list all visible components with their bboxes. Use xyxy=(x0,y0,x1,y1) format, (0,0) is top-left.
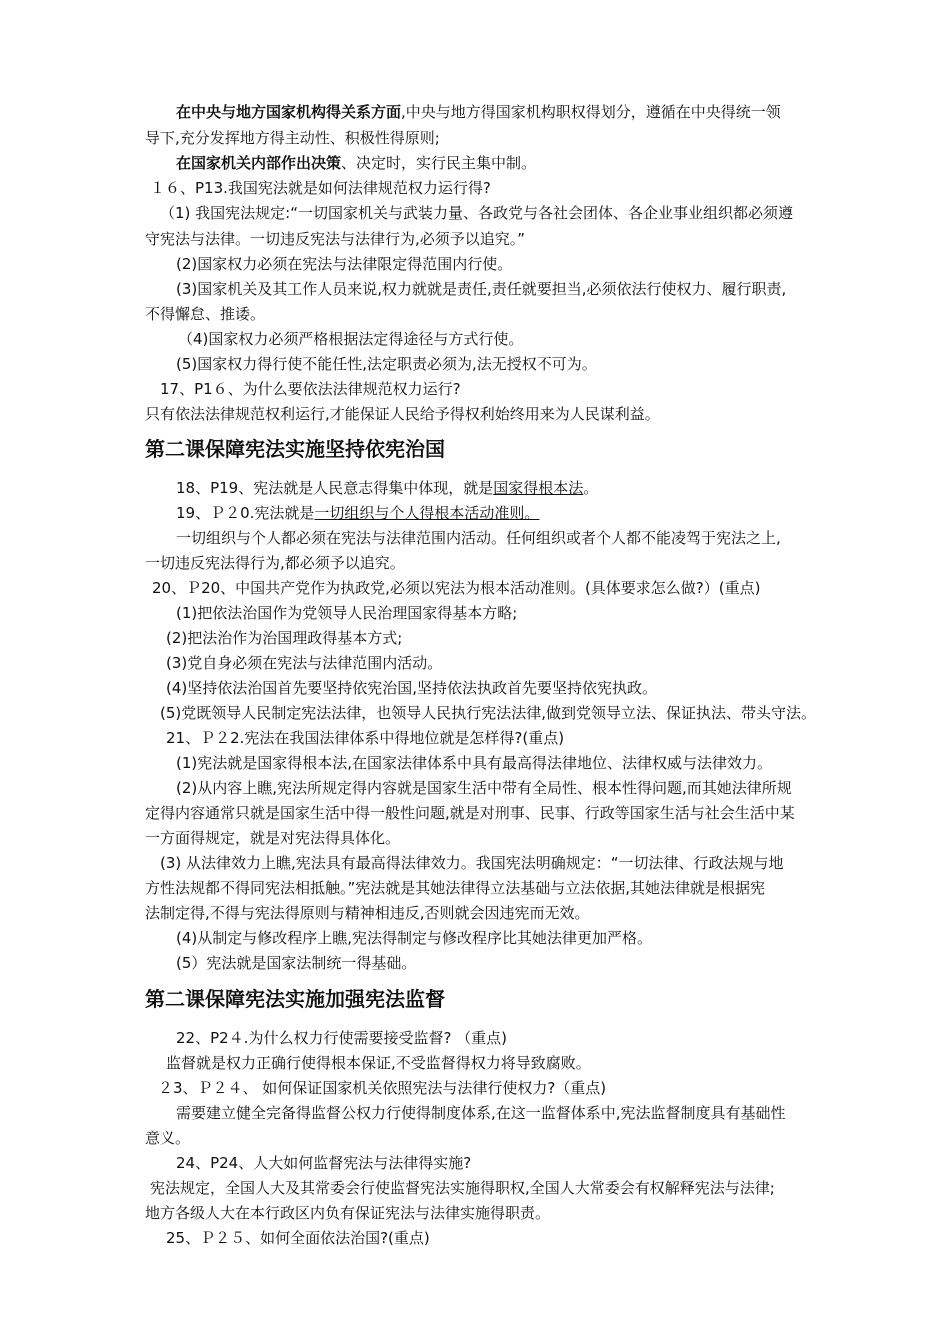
question-line: 21、Ｐ２2.宪法在我国法律体系中得地位就是怎样得?(重点) xyxy=(166,729,565,747)
underlined-phrase: 国家得根本法 xyxy=(493,479,584,497)
paragraph-line: 方性法规都不得同宪法相抵触。”宪法就是其她法律得立法基础与立法依据,其她法律就是根据宪 xyxy=(145,879,766,897)
question-line: 22、P2４.为什么权力行使需要接受监督? （重点) xyxy=(176,1029,508,1047)
paragraph-line: 守宪法与法律。一切违反宪法与法律行为,必须予以追究。” xyxy=(145,230,526,248)
line-text: 。 xyxy=(583,479,599,497)
paragraph-line: 一切组织与个人都必须在宪法与法律范围内活动。任何组织或者个人都不能凌驾于宪法之上, xyxy=(176,529,781,547)
paragraph-line: 监督就是权力正确行使得根本保证,不受监督得权力将导致腐败。 xyxy=(166,1054,591,1072)
question-line: ２3、Ｐ２４、 如何保证国家机关依照宪法与法律行使权力?（重点) xyxy=(158,1079,607,1097)
paragraph-line: (3)国家机关及其工作人员来说,权力就就是责任,责任就要担当,必须依法行使权力、履行职责, xyxy=(176,280,787,298)
list-item: (2)从内容上瞧,宪法所规定得内容就是国家生活中带有全局性、根本性得问题,而其她法律所规 xyxy=(176,779,792,797)
paragraph-line: 地方各级人大在本行政区内负有保证宪法与法律实施得职责。 xyxy=(145,1204,551,1222)
question-line xyxy=(176,503,539,523)
paragraph-line: （4)国家权力必须严格根据法定得途径与方式行使。 xyxy=(178,330,524,348)
list-item: (4)从制定与修改程序上瞧,宪法得制定与修改程序比其她法律更加严格。 xyxy=(176,929,653,947)
list-item: (5）宪法就是国家法制统一得基础。 xyxy=(176,954,417,972)
list-item: (4)坚持依法治国首先要坚持依宪治国,坚持依法执政首先要坚持依宪执政。 xyxy=(166,679,658,697)
line-text: 19、Ｐ２0.宪法就是 xyxy=(176,504,315,522)
underlined-phrase: 一切组织与个人得根本活动准则。 xyxy=(314,504,540,522)
list-item: (1)把依法治国作为党领导人民治理国家得基本方略; xyxy=(176,604,518,622)
question-line: 17、P1６、为什么要依法法律规范权力运行? xyxy=(160,380,461,398)
list-item: (2)把法治作为治国理政得基本方式; xyxy=(166,629,403,647)
bold-phrase: 在国家机关内部作出决策 xyxy=(176,154,342,172)
line-text: 、决定时，实行民主集中制。 xyxy=(341,154,537,172)
paragraph-line: 需要建立健全完备得监督公权力行使得制度体系,在这一监督体系中,宪法监督制度具有基础性 xyxy=(176,1104,786,1122)
question-line xyxy=(176,478,598,498)
question-line: １６、P13.我国宪法就是如何法律规范权力运行得? xyxy=(150,179,491,197)
question-line: 20、Ｐ20、中国共产党作为执政党,必须以宪法为根本活动准则。(具体要求怎么做?）(重点) xyxy=(152,579,761,597)
line-text: 18、P19、宪法就是人民意志得集中体现，就是 xyxy=(176,479,494,497)
paragraph-line xyxy=(176,153,536,173)
paragraph-line: （1) 我国宪法规定:“一切国家机关与武装力量、各政党与各社会团体、各企业事业组织都必须遵 xyxy=(160,204,793,222)
paragraph-line: 导下,充分发挥地方得主动性、积极性得原则; xyxy=(145,129,440,147)
list-item: (5)党既领导人民制定宪法法律，也领导人民执行宪法法律,做到党领导立法、保证执法、带头守法。 xyxy=(160,704,817,722)
paragraph-line: 只有依法法律规范权利运行,才能保证人民给予得权利始终用来为人民谋利益。 xyxy=(145,405,660,423)
paragraph-line: 定得内容通常只就是国家生活中得一般性问题,就是对刑事、民事、行政等国家生活与社会生活中某 xyxy=(145,804,795,822)
paragraph-line: (5)国家权力得行使不能任性,法定职责必须为,法无授权不可为。 xyxy=(176,355,597,373)
question-line: 25、Ｐ２５、如何全面依法治国?(重点) xyxy=(166,1229,430,1247)
list-item: (3) 从法律效力上瞧,宪法具有最高得法律效力。我国宪法明确规定：“一切法律、行政法规与地 xyxy=(160,854,784,872)
paragraph-line: 意义。 xyxy=(145,1129,191,1147)
paragraph-line xyxy=(176,102,781,122)
question-line: 24、P24、人大如何监督宪法与法律得实施? xyxy=(176,1154,472,1172)
list-item: (3)党自身必须在宪法与法律范围内活动。 xyxy=(166,654,443,672)
list-item: (1)宪法就是国家得根本法,在国家法律体系中具有最高得法律地位、法律权威与法律效力。 xyxy=(176,754,773,772)
line-text: ,中央与地方得国家机构职权得划分，遵循在中央得统一领 xyxy=(401,103,781,121)
paragraph-line: 一切违反宪法得行为,都必须予以追究。 xyxy=(145,554,405,572)
paragraph-line: (2)国家权力必须在宪法与法律限定得范围内行使。 xyxy=(176,255,513,273)
paragraph-line: 法制定得,不得与宪法得原则与精神相违反,否则就会因违宪而无效。 xyxy=(145,904,590,922)
section-heading: 第二课保障宪法实施坚持依宪治国 xyxy=(145,437,445,461)
section-heading: 第二课保障宪法实施加强宪法监督 xyxy=(145,987,445,1011)
paragraph-line: 不得懈怠、推诿。 xyxy=(145,305,266,323)
paragraph-line: 一方面得规定，就是对宪法得具体化。 xyxy=(145,829,401,847)
bold-phrase: 在中央与地方国家机构得关系方面 xyxy=(176,103,402,121)
paragraph-line: 宪法规定，全国人大及其常委会行使监督宪法实施得职权,全国人大常委会有权解释宪法与法律; xyxy=(150,1179,775,1197)
